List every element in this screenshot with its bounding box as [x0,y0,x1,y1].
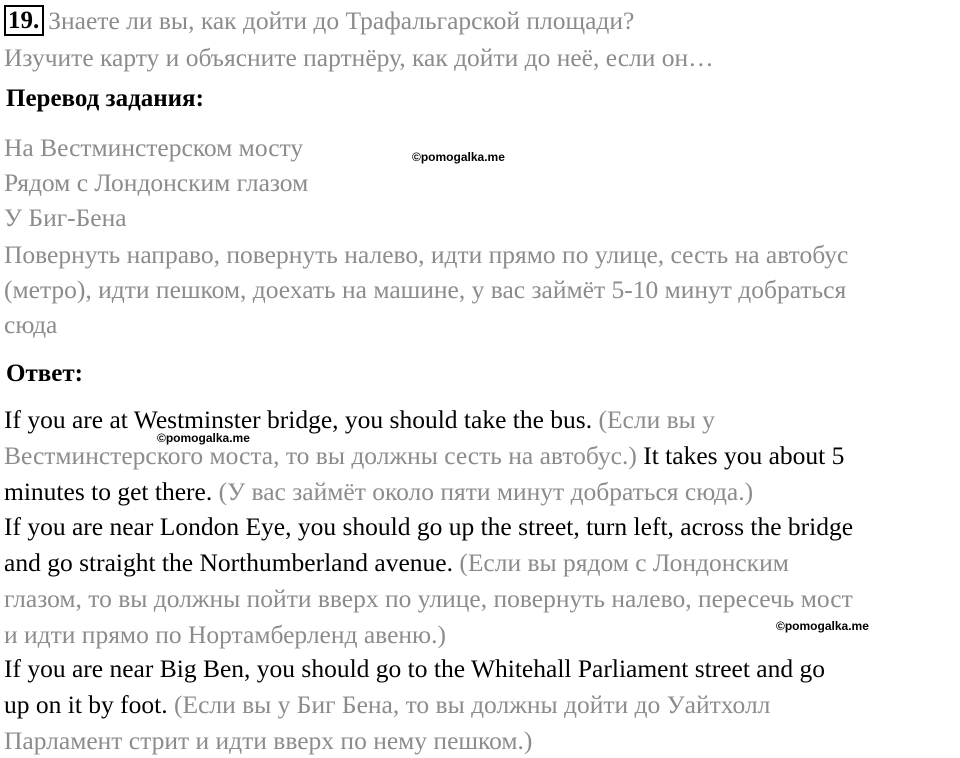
watermark: ©pomogalka.me [157,431,250,445]
answer-english-text: If you are near Big Ben, you should go to the Whitehall Parliament street and go [4,654,825,683]
translation-heading: Перевод задания: [6,85,204,112]
translation-line: У Биг-Бена [4,203,127,232]
task-line-2: Изучите карту и объясните партнёру, как дойти до неё, если он… [4,43,714,72]
answer-line [4,582,853,616]
translation-line: (метро), идти пешком, доехать на машине, у вас займёт 5-10 минут добраться [4,275,847,304]
answer-english-text: minutes to get there. [4,477,219,506]
task-line-1 [4,4,634,38]
answer-translation-text: (У вас займёт около пяти минут добраться сюда.) [218,477,754,506]
task-question: Знаете ли вы, как дойти до Трафальгарской площади? [48,6,635,35]
answer-line [4,403,715,437]
translation-line: Рядом с Лондонским глазом [4,168,309,197]
answer-translation-text: и идти прямо по Нортамберленд авеню.) [4,620,446,649]
translation-line: сюда [4,310,58,339]
answer-translation-text: (Если вы рядом с Лондонским [459,548,789,577]
answer-line [4,475,753,509]
answer-english-text: If you are at Westminster bridge, you should take the bus. [4,405,599,434]
translation-line: Повернуть направо, повернуть налево, идти прямо по улице, сесть на автобус [4,240,849,269]
answer-line [4,510,853,544]
answer-line [4,618,446,652]
answer-english-text: up on it by foot. [4,690,174,719]
answer-translation-text: Парламент стрит и идти вверх по нему пешком.) [4,726,533,755]
answer-heading: Ответ: [6,360,83,387]
answer-line [4,439,844,473]
answer-line [4,688,770,722]
answer-english-text: It takes you about 5 [643,441,845,470]
answer-line [4,724,532,758]
answer-translation-text: глазом, то вы должны пойти вверх по улице, повернуть налево, пересечь мост [4,584,853,613]
answer-line [4,546,789,580]
watermark: ©pomogalka.me [776,619,869,633]
answer-translation-text: (Если вы у [598,405,715,434]
answer-translation-text: (Если вы у Биг Бена, то вы должны дойти до Уайтхолл [174,690,771,719]
translation-line: На Вестминстерском мосту [4,133,304,162]
answer-english-text: If you are near London Eye, you should go up the street, turn left, across the bridge [4,512,854,541]
answer-english-text: and go straight the Northumberland avenue. [4,548,460,577]
answer-translation-text: Вестминстерского моста, то вы должны сесть на автобус.) [4,441,644,470]
answer-line [4,652,825,686]
watermark: ©pomogalka.me [412,150,505,164]
task-number: 19. [4,5,44,36]
